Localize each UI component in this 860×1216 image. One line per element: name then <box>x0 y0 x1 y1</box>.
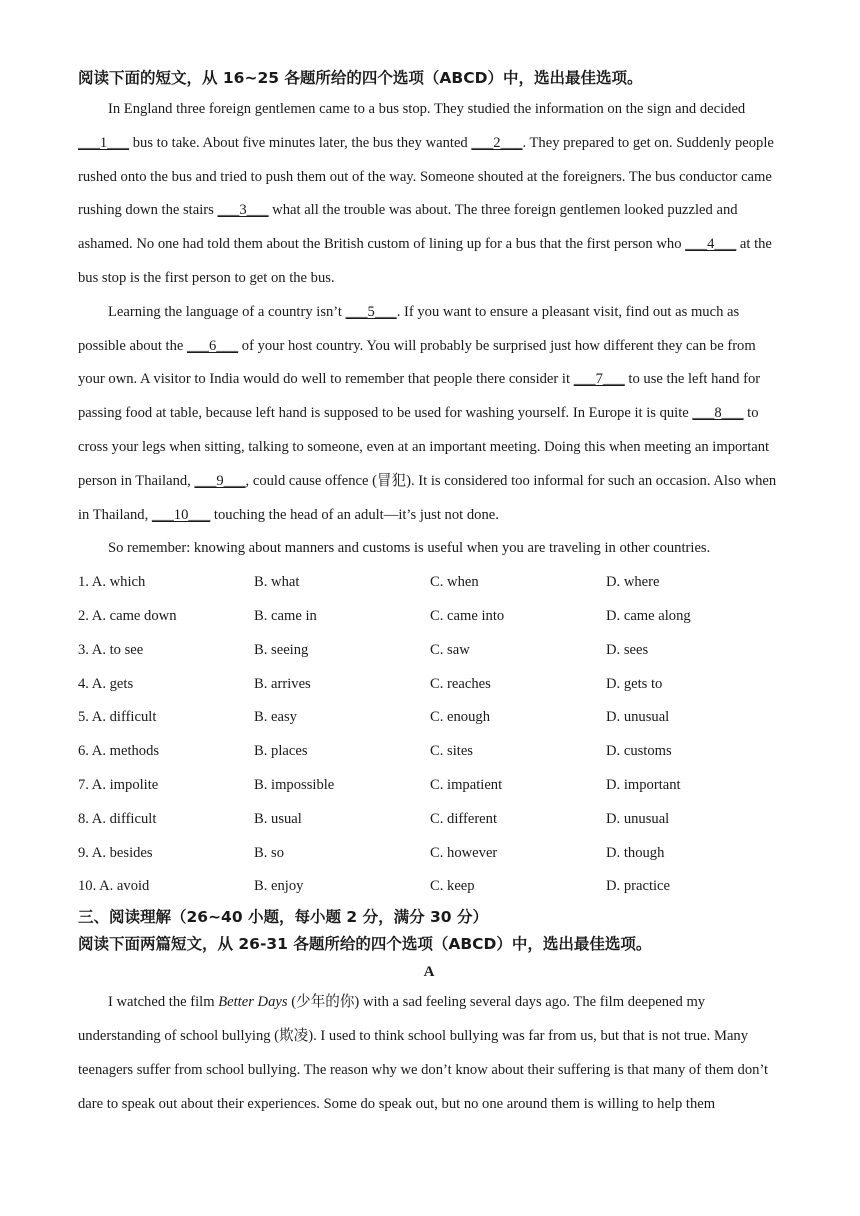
text-run: (少年的你) with a sad feeling several days ago. The film deepened my understanding of school bullying (欺凌). I used to think school bullying was far from us, but that is not true. Many teenagers suffer from school bullying. The reason why we don’t know about their suffering is that many of them don’t dare to speak out about their experiences. Some do speak out, but no one around them is willing to help them <box>78 994 769 1112</box>
option-choice: D. though <box>606 844 665 861</box>
option-choice: B. usual <box>254 810 302 827</box>
text-run: bus to take. About five minutes later, the bus they wanted <box>129 134 472 151</box>
option-choice: B. impossible <box>254 776 335 793</box>
option-choice: B. seeing <box>254 641 309 658</box>
reading-paragraph-1 <box>78 986 780 1121</box>
option-choice: B. so <box>254 844 285 861</box>
option-choice: C. reaches <box>430 675 491 692</box>
option-choice: D. came along <box>606 607 691 624</box>
option-choice: B. easy <box>254 709 297 726</box>
options-list <box>78 566 780 904</box>
blank-7: ___7___ <box>573 371 625 388</box>
text-run: touching the head of an adult—it’s just not done. <box>210 506 499 523</box>
option-choice: D. sees <box>606 641 649 658</box>
option-choice: D. practice <box>606 878 671 895</box>
cloze-paragraph-2 <box>78 296 780 533</box>
option-choice: D. important <box>606 776 681 793</box>
passage-label: A <box>423 964 435 981</box>
option-choice: 8. A. difficult <box>78 810 157 827</box>
text-run: In England three foreign gentlemen came to a bus stop. They studied the information on the sign and decided <box>108 101 746 117</box>
document-page <box>78 64 780 1121</box>
text-run: I watched the film <box>108 994 219 1011</box>
option-choice: C. however <box>430 844 498 861</box>
text-run: , could cause offence (冒犯). It is considered too informal for such an occasion. Also when in Thailand, <box>78 472 777 523</box>
text-run: Learning the language of a country isn’t <box>108 303 346 320</box>
option-row <box>78 803 780 837</box>
text-run: . They prepared to get on. Suddenly people rushed onto the bus and tried to push them out of the way. Someone shouted at the foreigners. The bus conductor came rushing down the stairs <box>78 134 774 219</box>
text-run: to use the left hand for passing food at table, because left hand is supposed to be used for washing yourself. In Europe it is quite <box>78 371 761 422</box>
option-row <box>78 837 780 871</box>
option-choice: C. different <box>430 810 498 827</box>
cloze-paragraph-1 <box>78 93 780 296</box>
option-choice: B. arrives <box>254 675 311 692</box>
blank-10: ___10___ <box>151 506 211 523</box>
option-choice: 1. A. which <box>78 574 146 591</box>
option-choice: D. where <box>606 574 660 591</box>
option-choice: C. when <box>430 574 479 591</box>
option-choice: C. came into <box>430 607 505 624</box>
reading-instruction: 阅读下面两篇短文，从 26-31 各题所给的四个选项（ABCD）中，选出最佳选项。 <box>78 935 652 954</box>
option-row <box>78 701 780 735</box>
option-choice: D. customs <box>606 743 672 760</box>
blank-1: ___1___ <box>78 134 130 151</box>
option-choice: 7. A. impolite <box>78 776 159 793</box>
blank-2: ___2___ <box>471 134 523 151</box>
text-run: . If you want to ensure a pleasant visit, find out as much as possible about the <box>78 303 740 354</box>
film-title: Better Days <box>218 994 288 1011</box>
blank-4: ___4___ <box>685 236 737 253</box>
option-choice: B. enjoy <box>254 878 304 895</box>
option-choice: C. keep <box>430 878 475 895</box>
option-choice: 3. A. to see <box>78 641 144 658</box>
option-row <box>78 634 780 668</box>
blank-6: ___6___ <box>187 337 239 354</box>
option-choice: D. unusual <box>606 709 670 726</box>
option-choice: 2. A. came down <box>78 607 177 624</box>
option-choice: D. unusual <box>606 810 670 827</box>
option-choice: C. impatient <box>430 776 503 793</box>
option-row <box>78 735 780 769</box>
option-choice: C. saw <box>430 641 470 658</box>
blank-3: ___3___ <box>217 202 269 219</box>
blank-8: ___8___ <box>692 405 744 422</box>
option-row <box>78 769 780 803</box>
option-choice: D. gets to <box>606 675 663 692</box>
option-row <box>78 566 780 600</box>
option-choice: 9. A. besides <box>78 844 153 861</box>
text-run: at the bus stop is the first person to get on the bus. <box>78 236 772 286</box>
cloze-instruction: 阅读下面的短文，从 16~25 各题所给的四个选项（ABCD）中，选出最佳选项。 <box>78 69 643 87</box>
option-choice: C. enough <box>430 709 490 726</box>
option-choice: 10. A. avoid <box>78 878 150 895</box>
option-choice: B. came in <box>254 607 317 624</box>
option-choice: 4. A. gets <box>78 675 134 692</box>
option-row <box>78 600 780 634</box>
option-choice: B. what <box>254 574 300 591</box>
option-choice: B. places <box>254 743 308 760</box>
option-choice: 6. A. methods <box>78 743 160 760</box>
blank-5: ___5___ <box>345 303 397 320</box>
option-row <box>78 668 780 702</box>
text-run: to cross your legs when sitting, talking to someone, even at an important meeting. Doing this when meeting an important person in Thailand, <box>78 405 770 489</box>
section-title: 三、阅读理解（26~40 小题，每小题 2 分，满分 30 分） <box>78 908 488 927</box>
option-choice: C. sites <box>430 743 473 760</box>
option-row <box>78 870 780 904</box>
text-run: what all the trouble was about. The three foreign gentlemen looked puzzled and ashamed. No one had told them about the British custom of lining up for a bus that the first person who <box>78 202 738 253</box>
cloze-paragraph-3: So remember: knowing about manners and customs is useful when you are traveling in other countries. <box>108 540 711 557</box>
text-run: of your host country. You will probably be surprised just how different they can be from your own. A visitor to India would do well to remember that people there consider it <box>78 337 756 388</box>
blank-9: ___9___ <box>194 472 246 489</box>
option-choice: 5. A. difficult <box>78 709 157 726</box>
